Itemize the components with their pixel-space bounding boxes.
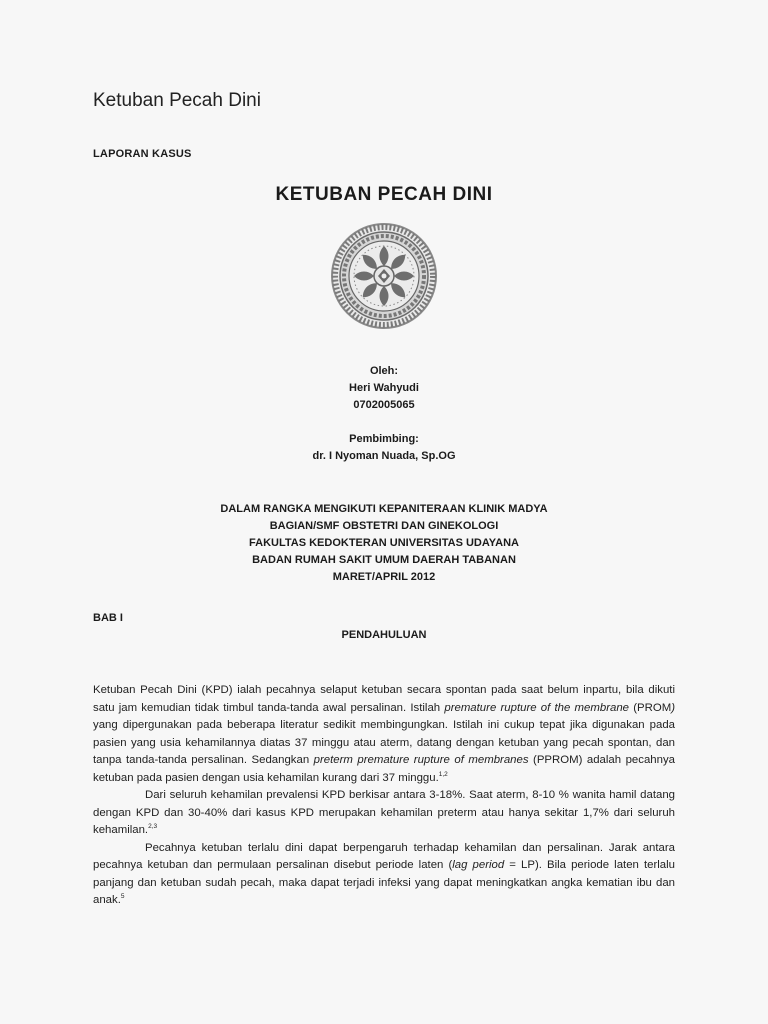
supervisor-block — [0, 431, 768, 465]
paragraph — [93, 787, 675, 840]
chapter-number: BAB I — [93, 612, 123, 624]
italic-term: premature rupture of the membrane — [444, 701, 629, 714]
citation-ref: 5 — [120, 893, 125, 900]
supervisor-label: Pembimbing: — [349, 433, 419, 445]
paragraph — [93, 682, 675, 787]
paragraph — [93, 840, 675, 910]
institution-line: DALAM RANGKA MENGIKUTI KEPANITERAAN KLINIK MADYA — [220, 503, 548, 515]
text-run: yang dipergunakan pada beberapa literatur sedikit membingungkan. Istilah ini cukup tepat jika digunakan pada pasien yang usia kehamilannya diatas 37 minggu atau aterm, datang dengan ketuban yang pecah spontan, dan tanpa tanda-tanda persalinan. Sedangkan — [93, 719, 675, 766]
text-run: Ketuban Pecah Dini (KPD) ialah pecahnya selaput ketuban secara spontan pada saat belum inpartu, bila dikuti satu jam kemudian tidak timbul tanda-tanda awal persalinan. Istilah — [93, 684, 675, 714]
institution-block — [0, 501, 768, 586]
report-date: MARET/APRIL 2012 — [332, 571, 436, 583]
text-run: (PPROM) adalah pecahnya ketuban pada pasien dengan usia kehamilan kurang dari 37 minggu. — [93, 754, 675, 784]
italic-term: ) — [671, 701, 675, 714]
text-run: (PROM — [629, 701, 672, 714]
author-id: 0702005065 — [353, 399, 415, 411]
citation-ref: 2,3 — [148, 823, 158, 830]
italic-term: lag period — [452, 859, 505, 871]
author-label: Oleh: — [369, 365, 399, 377]
text-run: Dari seluruh kehamilan prevalensi KPD berkisar antara 3-18%. Saat aterm, 8-10 % wanita hamil datang dengan KPD dan 30-40% dari kasus KPD merupakan kehamilan preterm atau hanya sekitar 1,7% dari seluruh kehamilan. — [93, 789, 675, 836]
institution-line: BADAN RUMAH SAKIT UMUM DAERAH TABANAN — [252, 554, 516, 566]
document-title: Ketuban Pecah Dini — [93, 90, 261, 111]
university-emblem-icon — [329, 221, 439, 331]
text-run: Pecahnya ketuban terlalu dini dapat berpengaruh terhadap kehamilan dan persalinan. Jarak antara pecahnya ketuban dan permulaan persalinan disebut periode laten ( — [93, 841, 675, 871]
supervisor-name: dr. I Nyoman Nuada, Sp.OG — [312, 450, 456, 462]
institution-line: BAGIAN/SMF OBSTETRI DAN GINEKOLOGI — [269, 520, 499, 532]
italic-term: preterm premature rupture of membranes — [313, 754, 529, 766]
citation-ref: 1,2 — [438, 770, 448, 778]
chapter-title: PENDAHULUAN — [341, 629, 427, 641]
author-block — [0, 363, 768, 414]
institution-line: FAKULTAS KEDOKTERAN UNIVERSITAS UDAYANA — [249, 537, 519, 549]
section-label: LAPORAN KASUS — [93, 148, 192, 160]
body-text — [93, 682, 675, 910]
text-run: = LP). Bila periode laten terlalu panjang dan ketuban sudah pecah, maka dapat terjadi infeksi yang dapat meningkatkan angka kematian ibu dan anak. — [93, 859, 675, 906]
author-name: Heri Wahyudi — [349, 382, 419, 394]
report-title: KETUBAN PECAH DINI — [275, 184, 493, 205]
